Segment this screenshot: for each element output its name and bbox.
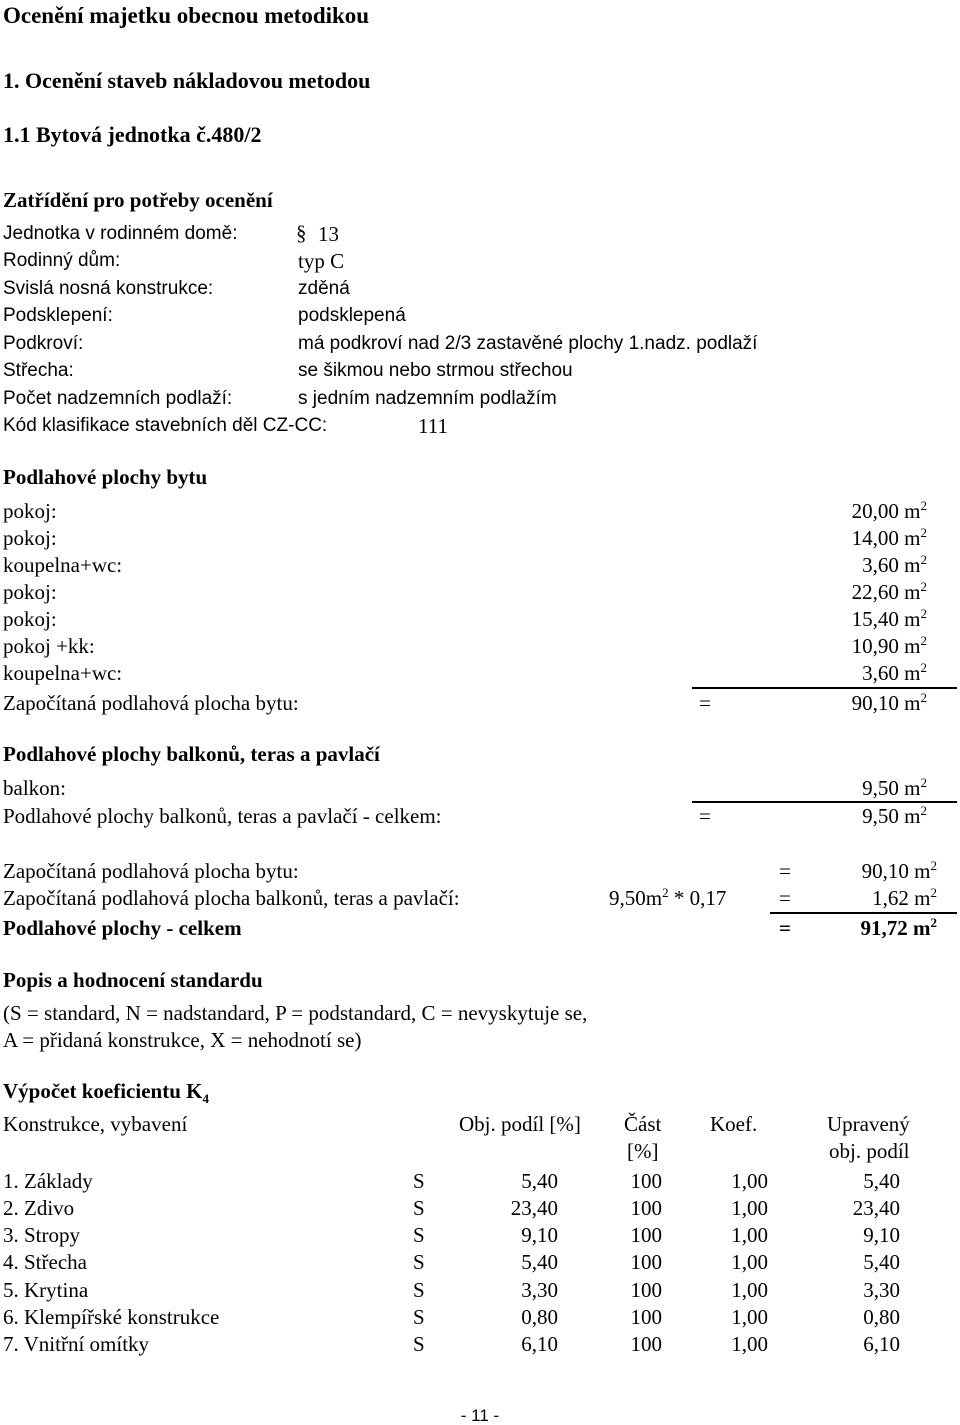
floor-total-value: 90,10 $m^2$ [851, 690, 927, 715]
room-label: koupelna+wc: [3, 553, 123, 577]
row-adjusted: 6,10 [863, 1332, 900, 1356]
row-coef: 1,00 [731, 1305, 768, 1329]
classification-code-value: 111 [418, 414, 448, 438]
document-title: Ocenění majetku obecnou metodikou [3, 3, 370, 28]
summary-label: Započítaná podlahová plocha balkonů, teras a pavlačí: [3, 886, 460, 910]
classification-value: zděná [298, 278, 350, 299]
row-part: 100 [630, 1305, 662, 1329]
row-standard: S [413, 1305, 425, 1329]
row-share: 0,80 [521, 1305, 558, 1329]
col-part: Část [624, 1112, 662, 1136]
row-adjusted: 3,30 [863, 1278, 900, 1302]
classification-label: Jednotka v rodinném domě: [3, 223, 238, 244]
row-share: 23,40 [510, 1196, 558, 1220]
row-name: 4. Střecha [3, 1250, 87, 1274]
room-label: pokoj: [3, 607, 57, 631]
row-adjusted: 9,10 [863, 1223, 900, 1247]
room-label: pokoj: [3, 499, 57, 523]
col-adjusted-2: obj. podíl [829, 1139, 910, 1163]
floor-total-label: Započítaná podlahová plocha bytu: [3, 691, 299, 715]
row-coef: 1,00 [731, 1169, 768, 1193]
row-part: 100 [630, 1196, 662, 1220]
summary-eq: = [779, 886, 791, 910]
standard-heading: Popis a hodnocení standardu [3, 968, 263, 992]
row-standard: S [413, 1169, 425, 1193]
row-part: 100 [630, 1223, 662, 1247]
classification-label: Počet nadzemních podlaží: [3, 388, 233, 409]
room-area: 14,00 $m^2$ [851, 525, 927, 550]
classification-label: Svislá nosná konstrukce: [3, 278, 214, 299]
balcony-label: balkon: [3, 776, 66, 800]
row-name: 3. Stropy [3, 1223, 81, 1247]
balcony-heading: Podlahové plochy balkonů, teras a pavlačí [3, 742, 380, 766]
summary-eq: = [779, 859, 791, 883]
classification-value: podsklepená [298, 305, 406, 326]
classification-value: typ C [298, 249, 345, 273]
summary-calculation: $9,50m^2 * 0,17$ [609, 885, 727, 910]
row-coef: 1,00 [731, 1278, 768, 1302]
row-name: 5. Krytina [3, 1278, 89, 1302]
section-heading: 1. Ocenění staveb nákladovou metodou [3, 68, 371, 93]
row-part: 100 [630, 1250, 662, 1274]
room-area: 15,40 $m^2$ [851, 606, 927, 631]
room-area: 22,60 $m^2$ [851, 579, 927, 604]
row-share: 6,10 [521, 1332, 558, 1356]
balcony-area: 9,50 $m^2$ [862, 775, 927, 800]
page-number: - 11 - [460, 1406, 500, 1425]
sum-rule [692, 687, 957, 689]
row-standard: S [413, 1196, 425, 1220]
row-share: 5,40 [521, 1169, 558, 1193]
row-coef: 1,00 [731, 1332, 768, 1356]
room-label: pokoj: [3, 526, 57, 550]
row-adjusted: 5,40 [863, 1169, 900, 1193]
summary-total-value: 91,72 $m^2$ [860, 915, 937, 940]
room-label: pokoj: [3, 580, 57, 604]
classification-value: s jedním nadzemním podlažím [298, 388, 557, 409]
row-standard: S [413, 1250, 425, 1274]
row-name: 6. Klempířské konstrukce [3, 1305, 220, 1329]
row-name: 1. Základy [3, 1169, 93, 1193]
col-coef: Koef. [710, 1112, 758, 1136]
sum-rule [770, 912, 957, 914]
balcony-total-label: Podlahové plochy balkonů, teras a pavlačí - celkem: [3, 804, 442, 828]
summary-value: 90,10 $m^2$ [861, 858, 937, 883]
classification-label: Podkroví: [3, 333, 84, 354]
paragraph-sign: § [296, 221, 307, 245]
row-share: 9,10 [521, 1223, 558, 1247]
classification-label: Střecha: [3, 360, 74, 381]
col-construction: Konstrukce, vybavení [3, 1112, 188, 1136]
room-label: koupelna+wc: [3, 661, 123, 685]
floor-areas-heading: Podlahové plochy bytu [3, 465, 208, 489]
balcony-total-value: 9,50 $m^2$ [862, 803, 927, 828]
row-name: 2. Zdivo [3, 1196, 75, 1220]
k4-heading: Výpočet koeficientu $K_4$ [3, 1079, 209, 1107]
floor-total-eq: = [699, 691, 711, 715]
row-standard: S [413, 1223, 425, 1247]
col-adjusted: Upravený [827, 1112, 910, 1136]
row-adjusted: 0,80 [863, 1305, 900, 1329]
classification-value: se šikmou nebo strmou střechou [298, 360, 573, 381]
sum-rule [692, 801, 957, 803]
row-standard: S [413, 1278, 425, 1302]
standard-legend-line: (S = standard, N = nadstandard, P = podstandard, C = nevyskytuje se, [3, 1001, 588, 1025]
room-area: 20,00 $m^2$ [851, 498, 927, 523]
room-area: 3,60 $m^2$ [862, 660, 927, 685]
row-standard: S [413, 1332, 425, 1356]
summary-label: Započítaná podlahová plocha bytu: [3, 859, 299, 883]
subsection-heading: 1.1 Bytová jednotka č.480/2 [3, 122, 262, 147]
row-name: 7. Vnitřní omítky [3, 1332, 150, 1356]
classification-heading: Zatřídění pro potřeby ocenění [3, 188, 273, 212]
classification-label: Podsklepení: [3, 305, 113, 326]
summary-value: 1,62 $m^2$ [872, 885, 937, 910]
row-adjusted: 23,40 [852, 1196, 900, 1220]
row-part: 100 [630, 1169, 662, 1193]
row-coef: 1,00 [731, 1223, 768, 1247]
row-part: 100 [630, 1332, 662, 1356]
room-area: 10,90 $m^2$ [851, 633, 927, 658]
col-part-unit: [%] [627, 1139, 659, 1163]
row-part: 100 [630, 1278, 662, 1302]
room-area: 3,60 $m^2$ [862, 552, 927, 577]
classification-label: Rodinný dům: [3, 250, 121, 271]
row-coef: 1,00 [731, 1250, 768, 1274]
row-share: 3,30 [521, 1278, 558, 1302]
summary-total-eq: = [779, 916, 791, 940]
classification-value: 13 [318, 222, 339, 246]
classification-code-label: Kód klasifikace stavebních děl CZ-CC: [3, 415, 328, 436]
classification-value: má podkroví nad 2/3 zastavěné plochy 1.nadz. podlaží [298, 333, 758, 354]
standard-legend-line: A = přidaná konstrukce, X = nehodnotí se) [3, 1028, 362, 1052]
balcony-total-eq: = [699, 804, 711, 828]
row-adjusted: 5,40 [863, 1250, 900, 1274]
col-share: Obj. podíl [%] [459, 1112, 581, 1136]
summary-total-label: Podlahové plochy - celkem [3, 916, 242, 940]
row-coef: 1,00 [731, 1196, 768, 1220]
row-share: 5,40 [521, 1250, 558, 1274]
room-label: pokoj +kk: [3, 634, 95, 658]
